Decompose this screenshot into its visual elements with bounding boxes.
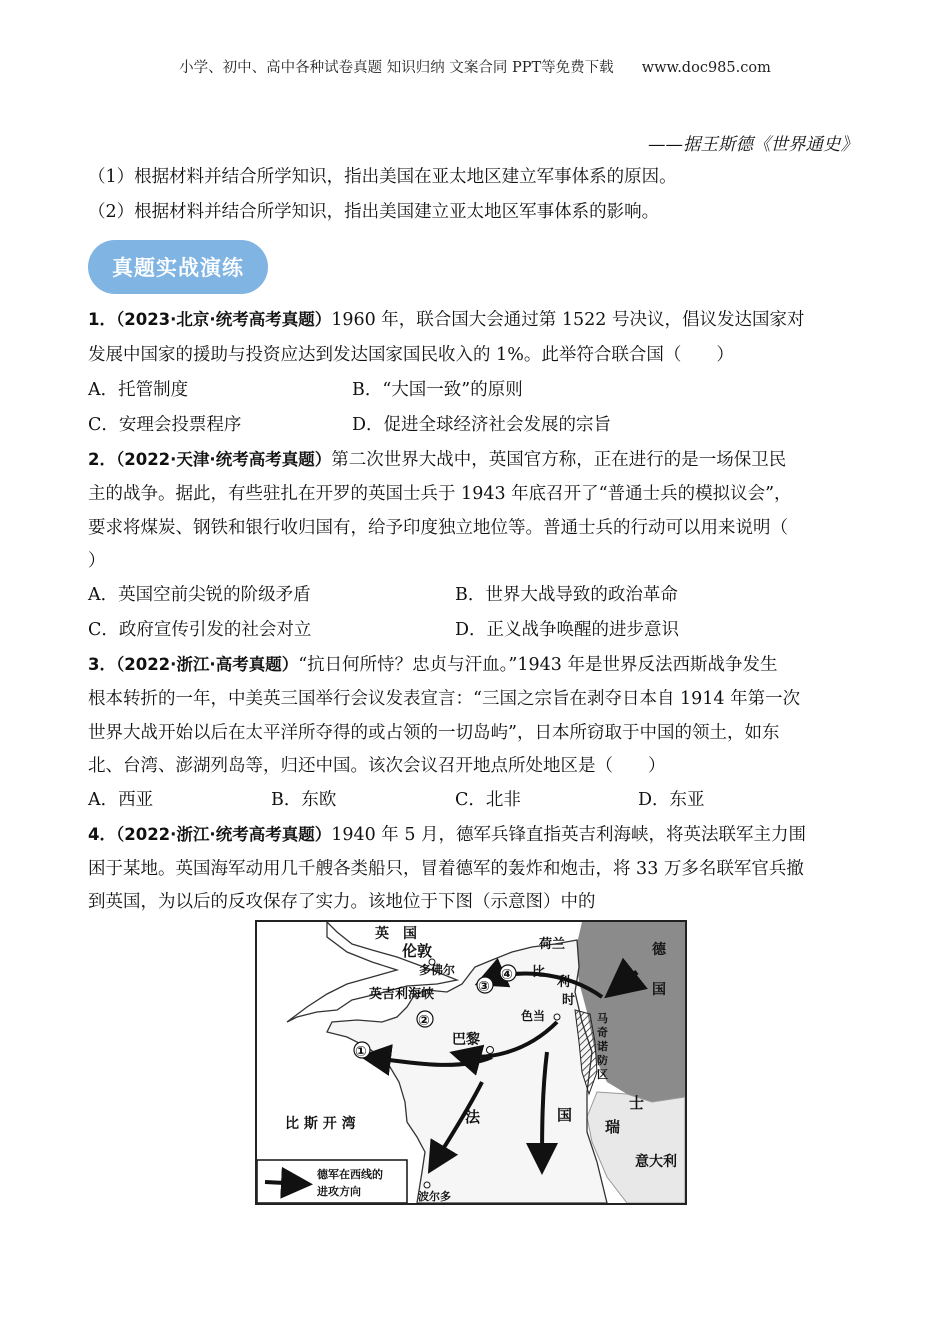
label-swiss-2: 士 xyxy=(629,1094,645,1112)
q2-option-b[interactable]: B．世界大战导致的政治革命 xyxy=(455,585,678,605)
page-header xyxy=(0,56,950,77)
label-italy: 意大利 xyxy=(635,1154,677,1170)
q4-line-2: 困于某地。英国海军动用几千艘各类船只，冒着德军的轰炸和炮击，将 33 万多名联军官兵撤 xyxy=(88,859,804,879)
material-question-2: （2）根据材料并结合所学知识，指出美国建立亚太地区军事体系的影响。 xyxy=(88,202,660,222)
q1-number: 1． xyxy=(88,310,116,329)
q2-option-a[interactable]: A．英国空前尖锐的阶级矛盾 xyxy=(88,585,311,605)
label-bay: 比 斯 开 湾 xyxy=(285,1116,356,1132)
label-belgium-3: 时 xyxy=(562,993,576,1008)
bordeaux-dot xyxy=(424,1182,430,1188)
q3-line-1 xyxy=(88,653,777,677)
label-paris: 巴黎 xyxy=(452,1032,480,1048)
q1-text-1: 1960 年，联合国大会通过第 1522 号决议，倡议发达国家对 xyxy=(331,310,805,330)
q3-option-a[interactable]: A．西亚 xyxy=(88,790,154,810)
label-maginot-2: 奇 xyxy=(597,1026,608,1039)
paris-dot xyxy=(487,1047,494,1054)
label-bordeaux: 波尔多 xyxy=(418,1190,451,1203)
label-maginot-4: 防 xyxy=(597,1054,608,1067)
q3-line-4: 北、台湾、澎湖列岛等，归还中国。该次会议召开地点所处地区是（ ） xyxy=(88,756,666,776)
material-question-1: （1）根据材料并结合所学知识，指出美国在亚太地区建立军事体系的原因。 xyxy=(88,167,677,187)
legend-text-2: 进攻方向 xyxy=(317,1185,361,1198)
q2-option-c[interactable]: C．政府宣传引发的社会对立 xyxy=(88,620,312,640)
q4-text-1: 1940 年 5 月，德军兵锋直指英吉利海峡，将英法联军主力围 xyxy=(331,825,807,845)
q1-option-a[interactable]: A．托管制度 xyxy=(88,380,189,400)
label-belgium-1: 比 xyxy=(532,965,546,980)
q1-option-b[interactable]: B．“大国一致”的原则 xyxy=(352,380,523,400)
sedan-dot xyxy=(554,1014,560,1020)
q1-tag: （2023·北京·统考高考真题） xyxy=(115,310,332,329)
q3-option-b[interactable]: B．东欧 xyxy=(271,790,337,810)
q4-line-1 xyxy=(88,823,806,847)
q4-number: 4． xyxy=(88,825,116,844)
q2-line-1 xyxy=(88,448,786,472)
q3-number: 3． xyxy=(88,655,116,674)
q4-tag: （2022·浙江·统考高考真题） xyxy=(115,825,332,844)
section-badge: 真题实战演练 xyxy=(88,240,268,294)
label-france-2: 国 xyxy=(557,1106,573,1124)
marker-4-label: ④ xyxy=(501,967,513,983)
label-germany-2: 国 xyxy=(652,982,666,998)
dunkirk-map xyxy=(255,920,687,1205)
label-london: 伦敦 xyxy=(402,942,433,960)
marker-1-label: ① xyxy=(355,1044,367,1060)
q3-line-3: 世界大战开始以后在太平洋所夺得的或占领的一切岛屿”，日本所窃取于中国的领土，如东 xyxy=(88,723,780,743)
q2-number: 2． xyxy=(88,450,116,469)
q3-text-1: “抗日何所恃？忠贞与汗血。”1943 年是世界反法西斯战争发生 xyxy=(298,655,778,675)
label-maginot-1: 马 xyxy=(597,1012,608,1025)
label-germany-1: 德 xyxy=(652,942,666,958)
q3-option-d[interactable]: D．东亚 xyxy=(638,790,705,810)
header-url[interactable]: www.doc985.com xyxy=(641,60,771,76)
q1-option-c[interactable]: C．安理会投票程序 xyxy=(88,415,242,435)
label-maginot-3: 诺 xyxy=(597,1040,608,1053)
label-maginot-5: 区 xyxy=(597,1068,608,1081)
label-dover: 多佛尔 xyxy=(419,963,456,977)
marker-2-label: ② xyxy=(418,1013,430,1029)
q2-line-3: 要求将煤炭、钢铁和银行收归国有，给予印度独立地位等。普通士兵的行动可以用来说明（ xyxy=(88,518,788,538)
q2-text-1: 第二次世界大战中，英国官方称，正在进行的是一场保卫民 xyxy=(331,450,787,470)
q2-line-4: ） xyxy=(88,551,106,571)
q3-option-c[interactable]: C．北非 xyxy=(455,790,521,810)
legend-arrow xyxy=(265,1182,305,1184)
q1-line-1 xyxy=(88,308,804,332)
q3-tag: （2022·浙江·高考真题） xyxy=(115,655,299,674)
q1-line-2: 发展中国家的援助与投资应达到发达国家国民收入的 1%。此举符合联合国（ ） xyxy=(88,345,734,365)
label-sedan: 色当 xyxy=(521,1009,546,1023)
label-uk: 英 国 xyxy=(375,926,417,942)
label-channel: 英吉利海峡 xyxy=(369,987,435,1002)
q1-option-d[interactable]: D．促进全球经济社会发展的宗旨 xyxy=(352,415,612,435)
label-netherlands: 荷兰 xyxy=(539,937,566,952)
q3-line-2: 根本转折的一年，中美英三国举行会议发表宣言：“三国之宗旨在剥夺日本自 1914 年第一次 xyxy=(88,689,801,709)
header-text: 小学、初中、高中各种试卷真题 知识归纳 文案合同 PPT等免费下载 xyxy=(179,60,614,76)
marker-3-label: ③ xyxy=(478,979,490,995)
q4-line-3: 到英国，为以后的反攻保存了实力。该地位于下图（示意图）中的 xyxy=(88,892,596,912)
map-svg xyxy=(257,922,685,1203)
q2-tag: （2022·天津·统考高考真题） xyxy=(115,450,332,469)
label-swiss-1: 瑞 xyxy=(605,1118,621,1136)
label-belgium-2: 利 xyxy=(557,975,571,990)
q2-line-2: 主的战争。据此，有些驻扎在开罗的英国士兵于 1943 年底召开了“普通士兵的模拟议会”， xyxy=(88,484,792,504)
material-source: ——据王斯德《世界通史》 xyxy=(648,135,858,155)
legend-text-1: 德军在西线的 xyxy=(317,1168,383,1181)
label-france-1: 法 xyxy=(465,1108,481,1126)
q2-option-d[interactable]: D．正义战争唤醒的进步意识 xyxy=(455,620,680,640)
